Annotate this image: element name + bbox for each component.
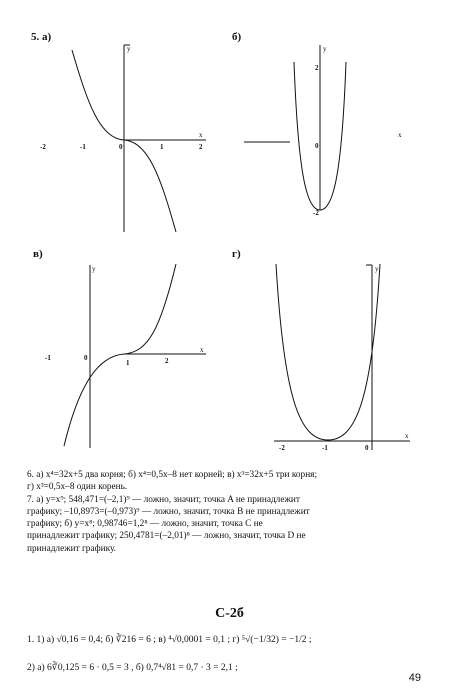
tick-label: 0: [84, 354, 88, 362]
tick-label: 0: [119, 143, 123, 151]
curve: [276, 264, 380, 440]
tick-label: -2: [313, 209, 319, 217]
tick-label: 0: [365, 444, 369, 452]
math-line-1: 1. 1) а) √0,16 = 0,4; б) ∛216 = 6 ; в) ⁴√0,0001 = 0,1 ; г) ⁵√(−1/32) = −1/2 ;: [27, 635, 312, 645]
tick-label: 1: [126, 359, 130, 367]
x-axis-label: x: [199, 131, 203, 139]
text-line: г) x³=0,5x–8 один корень.: [27, 482, 128, 493]
x-axis-label: x: [200, 346, 204, 354]
tick-label: 2: [165, 357, 169, 365]
tick-label: -2: [279, 444, 285, 452]
tick-label: 2: [199, 143, 203, 151]
text-line: 6. а) x⁴=32x+5 два корня; б) x⁴=0,5x–8 нет корней; в) x³=32x+5 три корня;: [27, 470, 318, 480]
tick-label: 1: [160, 143, 164, 151]
y-axis-label: y: [92, 265, 96, 273]
text-line: графику; б) y=x⁸; 0,98746=1,2⁸ — ложно, значит, точка C не: [27, 519, 263, 530]
section-title: С-2б: [215, 606, 244, 621]
tick-label: -1: [322, 444, 328, 452]
tick-label: -2: [40, 143, 46, 151]
tick-label: -1: [45, 354, 51, 362]
panel-b-label: б): [232, 31, 242, 43]
panel-g-label: г): [232, 248, 241, 260]
y-axis-label: y: [375, 265, 379, 273]
panel-a-label: 5. а): [31, 31, 52, 43]
panel-v-label: в): [33, 248, 43, 260]
y-axis-label: y: [127, 45, 131, 53]
page-number: 49: [408, 672, 421, 684]
tick-label: -1: [80, 143, 86, 151]
text-line: принадлежит графику.: [27, 543, 116, 554]
tick-label: 2: [315, 64, 319, 72]
x-axis-label: x: [405, 432, 409, 440]
text-line: принадлежит графику; 250,4781=(–2,01)⁸ — ложно, значит, точка D не: [27, 531, 306, 542]
math-line-2: 2) а) 6∛0,125 = 6 · 0,5 = 3 , б) 0,7⁴√81 = 0,7 · 3 = 2,1 ;: [27, 663, 238, 673]
text-line: 7. а) y=x⁹; 548,471=(–2,1)⁹ — ложно, значит, точка A не принадлежит: [27, 494, 300, 505]
y-axis-label: y: [323, 45, 327, 53]
exercise-6-7: [27, 469, 427, 555]
text-line: графику; –10,8973=(–0,973)⁹ — ложно, значит, точка B не принадлежит: [27, 506, 310, 517]
tick-label: 0: [315, 142, 319, 150]
x-axis-label: x: [398, 131, 402, 139]
